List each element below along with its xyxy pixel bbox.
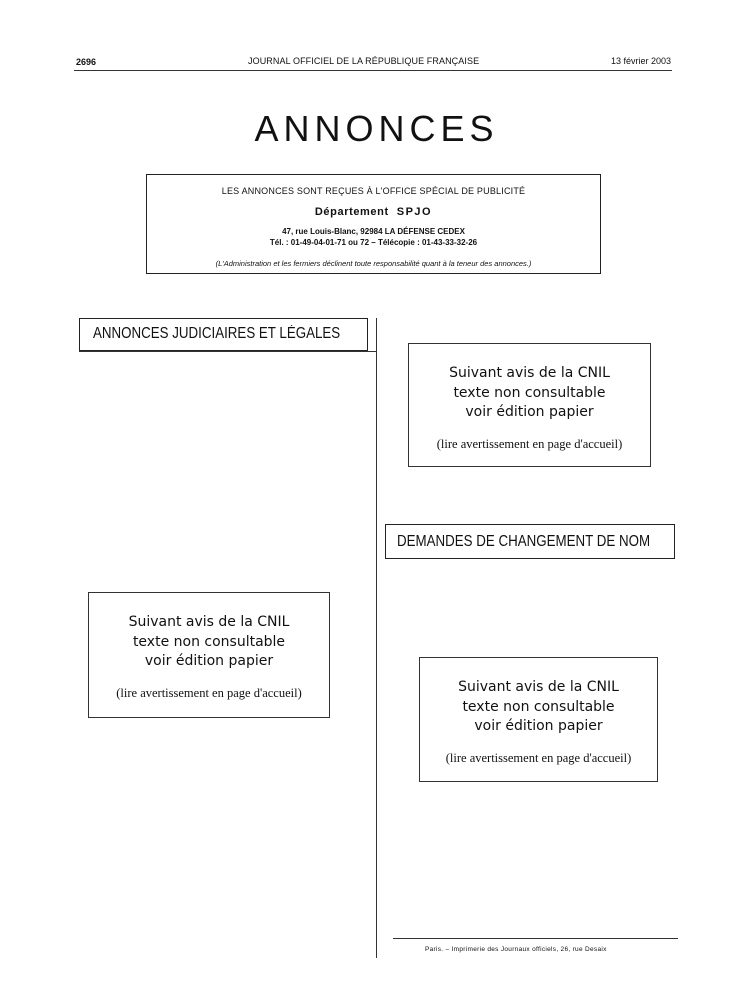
cnil-note: (lire avertissement en page d'accueil) xyxy=(116,685,302,700)
section-underline xyxy=(79,351,376,352)
page-number: 2696 xyxy=(76,57,97,67)
disclaimer: (L'Administration et les fermiers déclinent toute responsabilité quant à la teneur des annonces.) xyxy=(215,259,532,268)
cnil-line: texte non consultable xyxy=(462,698,615,715)
department xyxy=(147,206,600,218)
cnil-line: Suivant avis de la CNIL xyxy=(128,614,290,630)
cnil-line: texte non consultable xyxy=(132,633,286,650)
cnil-note: (lire avertissement en page d'accueil) xyxy=(436,436,623,451)
publicity-office-box xyxy=(146,174,601,274)
printer-imprint: Paris. – Imprimerie des Journaux officiels, 26, rue Desaix xyxy=(425,946,607,953)
cnil-notice-box xyxy=(419,657,658,782)
section-heading-label: DEMANDES DE CHANGEMENT DE NOM xyxy=(397,533,651,550)
section-heading-label: ANNONCES JUDICIAIRES ET LÉGALES xyxy=(93,325,341,342)
cnil-line: voir édition papier xyxy=(474,718,603,734)
page-title: ANNONCES xyxy=(254,108,499,149)
section-heading-judiciaires xyxy=(79,318,368,351)
footer-divider xyxy=(393,938,678,939)
cnil-line: voir édition papier xyxy=(144,653,274,669)
cnil-notice-box xyxy=(408,343,651,467)
info-line: LES ANNONCES SONT REÇUES À L'OFFICE SPÉCIAL DE PUBLICITÉ xyxy=(221,186,526,196)
department-name: SPJO xyxy=(396,206,433,218)
section-heading-demandes xyxy=(385,524,675,559)
journal-title: JOURNAL OFFICIEL DE LA RÉPUBLIQUE FRANÇAISE xyxy=(248,56,480,66)
cnil-line: Suivant avis de la CNIL xyxy=(449,365,610,381)
cnil-line: texte non consultable xyxy=(453,384,606,401)
cnil-line: Suivant avis de la CNIL xyxy=(458,679,619,695)
department-label: Département xyxy=(314,206,389,218)
header-divider xyxy=(74,70,672,71)
issue-date: 13 février 2003 xyxy=(611,56,672,66)
cnil-notice-box xyxy=(88,592,330,718)
column-divider xyxy=(376,318,377,958)
phone-fax: Tél. : 01-49-04-01-71 ou 72 – Télécopie : 01-43-33-32-26 xyxy=(269,238,478,247)
cnil-note: (lire avertissement en page d'accueil) xyxy=(445,750,632,765)
cnil-line: voir édition papier xyxy=(465,404,594,420)
address: 47, rue Louis-Blanc, 92984 LA DÉFENSE CEDEX xyxy=(282,227,465,236)
